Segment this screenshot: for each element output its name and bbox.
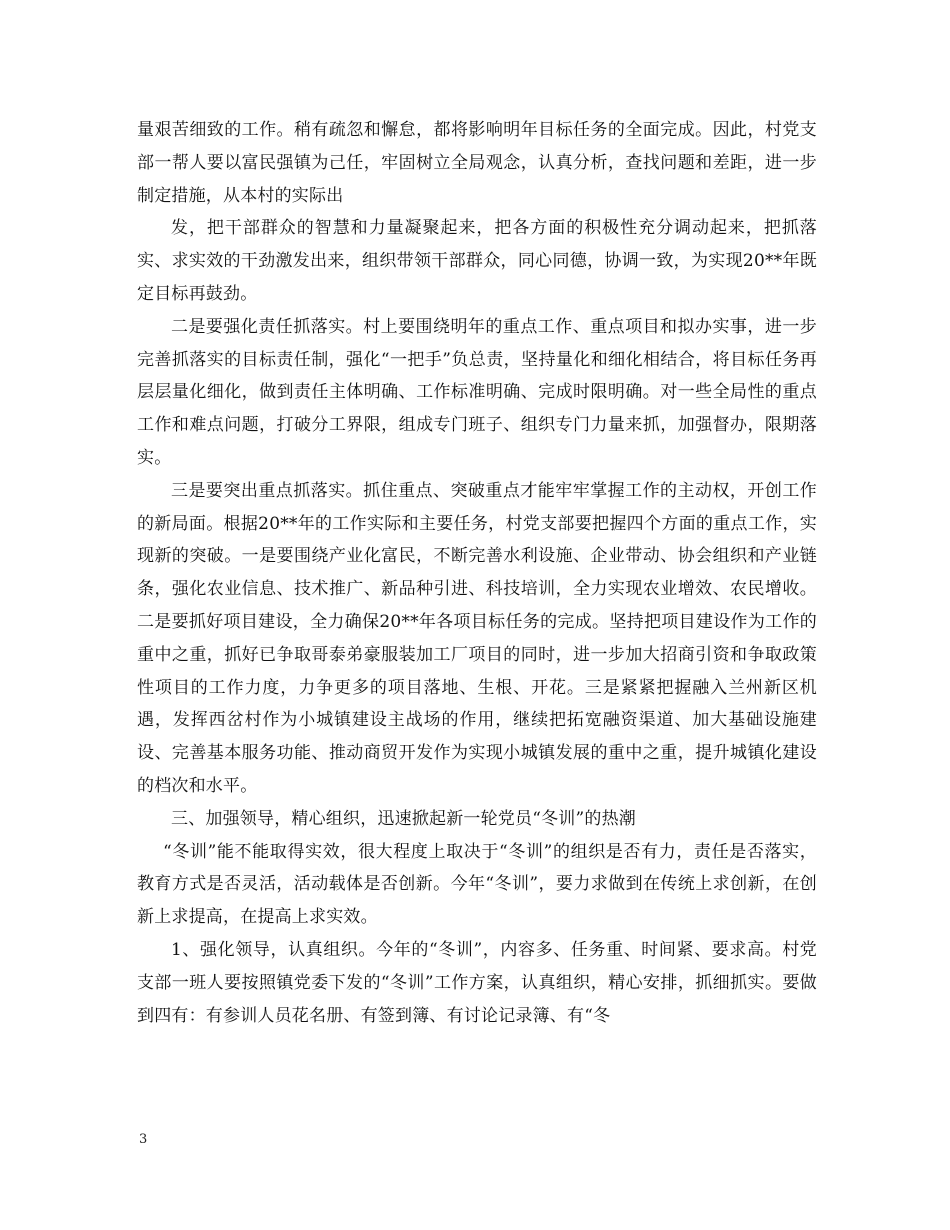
paragraph-continued: 量艰苦细致的工作。稍有疏忽和懈怠，都将影响明年目标任务的全面完成。因此，村党支部一帮人要以富民强镇为己任，牢固树立全局观念，认真分析，查找问题和差距，进一步制定措施，从本村的实际出 [137, 120, 817, 206]
paragraph: 发，把干部群众的智慧和力量凝聚起来，把各方面的积极性充分调动起来，把抓落实、求实效的干劲激发出来，组织带领干部群众，同心同德，协调一致，为实现20**年既定目标再鼓劲。 [137, 218, 817, 304]
section-heading: 三、加强领导，精心组织，迅速掀起新一轮党员“冬训”的热潮 [171, 808, 636, 829]
paragraph: 三是要突出重点抓落实。抓住重点、突破重点才能牢牢掌握工作的主动权，开创工作的新局面。根据20**年的工作实际和主要任务，村党支部要把握四个方面的重点工作，实现新的突破。一是要围绕产业化富民，不断完善水利设施、企业带动、协会组织和产业链条，强化农业信息、技术推广、新品种引进、科技培训，全力实现农业增效、农民增收。二是要抓好项目建设，全力确保20**年各项目标任务的完成。坚持把项目建设作为工作的重中之重，抓好已争取哥泰弟豪服装加工厂项目的同时，进一步加大招商引资和争取政策性项目的工作力度，力争更多的项目落地、生根、开花。三是紧紧把握融入兰州新区机遇，发挥西岔村作为小城镇建设主战场的作用，继续把拓宽融资渠道、加大基础设施建设、完善基本服务功能、推动商贸开发作为实现小城镇发展的重中之重，提升城镇化建设的档次和水平。 [137, 480, 817, 796]
paragraph: 1、强化领导，认真组织。今年的“冬训”，内容多、任务重、时间紧、要求高。村党支部一班人要按照镇党委下发的“冬训”工作方案，认真组织，精心安排，抓细抓实。要做到四有：有参训人员花名册、有签到簿、有讨论记录簿、有“冬 [137, 939, 817, 1026]
paragraph: 二是要强化责任抓落实。村上要围绕明年的重点工作、重点项目和拟办实事，进一步完善抓落实的目标责任制，强化“一把手”负总责，坚持量化和细化相结合，将目标任务再层层量化细化，做到责任主体明确、工作标准明确、完成时限明确。对一些全局性的重点工作和难点问题，打破分工界限，组成专门班子、组织专门力量来抓，加强督办，限期落实。 [137, 316, 817, 468]
document-body [137, 114, 817, 1032]
paragraph: “冬训”能不能取得实效，很大程度上取决于“冬训”的组织是否有力，责任是否落实，教育方式是否灵活，活动载体是否创新。今年“冬训”，要力求做到在传统上求创新，在创新上求提高，在提高上求实效。 [137, 841, 817, 928]
page-number: 3 [139, 1132, 148, 1147]
